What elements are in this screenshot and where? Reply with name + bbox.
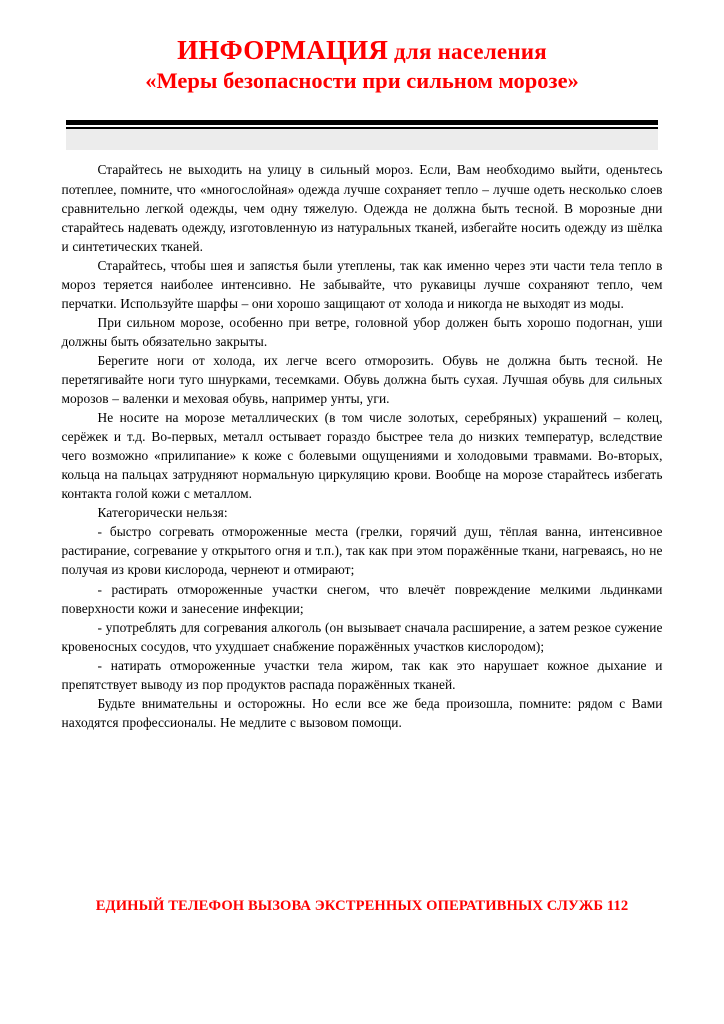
title-line-primary: [0, 36, 724, 64]
body-content: [62, 150, 663, 731]
body-paragraph-bullet: - употреблять для согревания алкоголь (он вызывает сначала расширение, а затем резкое сужение кровеносных сосудов, что ухудшает снабжение поражённых участков кислородом);: [61, 619, 663, 654]
header-divider: [66, 120, 658, 150]
body-paragraph: Старайтесь, чтобы шея и запястья были утеплены, так как именно через эти части тела тепло в мороз теряется наиболее интенсивно. Не забывайте, что рукавицы лучше сохраняют тепло, чем перчатки. Используйте шарфы – они хорошо защищают от холода и никогда не выходят из моды.: [61, 257, 663, 311]
body-paragraph-bullet: - быстро согревать отмороженные места (грелки, горячий душ, тёплая ванна, интенсивное растирание, согревание у открытого огня и т.п.), так как при этом поражённые ткани, нагреваясь, но не получая из крови кислорода, чернеют и отмирают;: [61, 524, 663, 578]
body-paragraph: Будьте внимательны и осторожны. Но если все же беда произошла, помните: рядом с Вами находятся профессионалы. Не медлите с вызовом помощи.: [61, 695, 663, 730]
body-paragraph-bullet: - натирать отмороженные участки тела жиром, так как это нарушает кожное дыхание и препятствует выводу из пор продуктов распада поражённых тканей.: [61, 657, 663, 692]
divider-gray-band: [66, 129, 658, 150]
body-paragraph: Старайтесь не выходить на улицу в сильный мороз. Если, Вам необходимо выйти, оденьтесь потеплее, помните, что «многослойная» одежда лучше сохраняет тепло – лучше одеть несколько слоев сравнительно легкой одежды, чем одну тяжелую. Одежда не должна быть тесной. В морозные дни старайтесь надевать одежду, изготовленную из натуральных тканей, избегайте носить одежду из шёлка и синтетических тканей.: [61, 162, 663, 254]
body-paragraph-bullet: - растирать отмороженные участки снегом, что влечёт повреждение мелкими льдинками поверхности кожи и занесение инфекции;: [61, 581, 663, 616]
title-line-secondary: «Меры безопасности при сильном морозе»: [145, 68, 579, 94]
body-paragraph: При сильном морозе, особенно при ветре, головной убор должен быть хорошо подогнан, уши должны быть обязательно закрыты.: [61, 314, 663, 349]
footer: [0, 898, 724, 915]
body-paragraph-heading: Категорически нельзя:: [97, 505, 228, 521]
emergency-phone-notice: ЕДИНЫЙ ТЕЛЕФОН ВЫЗОВА ЭКСТРЕННЫХ ОПЕРАТИВНЫХ СЛУЖБ 112: [95, 898, 629, 914]
page-title: [0, 0, 724, 95]
body-paragraph: Не носите на морозе металлических (в том числе золотых, серебряных) украшений – колец, серёжек и т.д. Во-первых, металл остывает гораздо быстрее тела до низких температур, вследствие чего возможно «прилипание» к коже с болевыми ощущениями и холодовыми травмами. Во-вторых, кольца на пальцах затрудняют нормальную циркуляцию крови. Вообще на морозе старайтесь избегать контакта голой кожи с металлом.: [61, 410, 663, 502]
title-subword: для населения: [388, 39, 547, 64]
body-paragraph: Берегите ноги от холода, их легче всего отморозить. Обувь не должна быть тесной. Не перетягивайте ноги туго шнурками, тесемками. Обувь должна быть сухая. Лучшая обувь для сильных морозов – валенки и меховая обувь, например унты, уги.: [61, 352, 663, 407]
title-headword: ИНФОРМАЦИЯ: [177, 35, 389, 65]
